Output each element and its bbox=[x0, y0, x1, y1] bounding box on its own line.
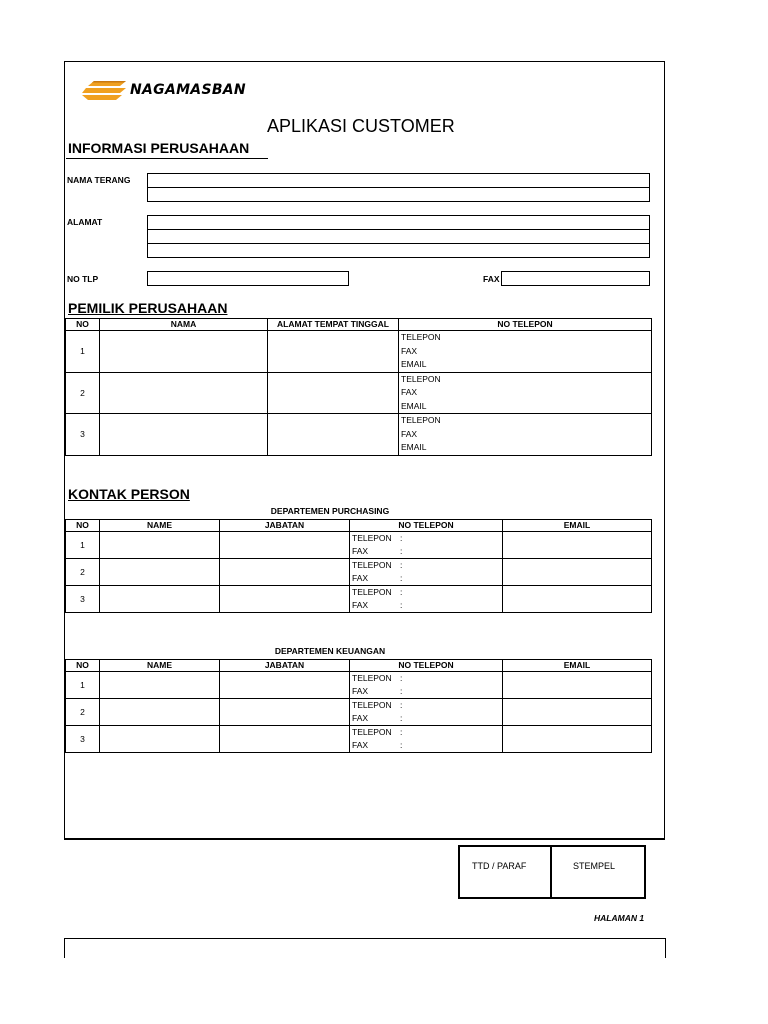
telepon-label: TELEPON bbox=[352, 560, 392, 570]
row-number: 3 bbox=[66, 586, 100, 613]
contact-email-cell[interactable] bbox=[503, 726, 652, 753]
dept-purchasing-title: DEPARTEMEN PURCHASING bbox=[270, 506, 390, 516]
colon: : bbox=[400, 673, 403, 683]
email-label: EMAIL bbox=[401, 359, 427, 369]
fax-line bbox=[350, 739, 502, 752]
telepon-label: TELEPON bbox=[352, 673, 392, 683]
col-jabatan: JABATAN bbox=[220, 660, 350, 672]
col-no-telepon: NO TELEPON bbox=[399, 319, 652, 331]
owner-contact-cell[interactable] bbox=[399, 372, 652, 414]
company-name-field-1[interactable] bbox=[147, 173, 650, 188]
brand-name: NAGAMASBAN bbox=[130, 82, 246, 98]
contacts-header-row bbox=[66, 520, 652, 532]
owners-heading: PEMILIK PERUSAHAAN bbox=[68, 300, 228, 316]
contacts-heading: KONTAK PERSON bbox=[68, 486, 190, 502]
fax-field[interactable] bbox=[501, 271, 650, 286]
fax-line bbox=[350, 685, 502, 698]
next-page bbox=[64, 938, 666, 958]
contact-phone-cell[interactable] bbox=[350, 699, 503, 726]
colon: : bbox=[400, 546, 403, 556]
telepon-line bbox=[350, 559, 502, 572]
owner-contact-cell[interactable] bbox=[399, 414, 652, 456]
company-name-field-2[interactable] bbox=[147, 187, 650, 202]
col-email: EMAIL bbox=[503, 520, 652, 532]
contact-name-cell[interactable] bbox=[100, 726, 220, 753]
col-no-telepon: NO TELEPON bbox=[350, 520, 503, 532]
dept-keuangan-title: DEPARTEMEN KEUANGAN bbox=[274, 646, 386, 656]
contact-phone-cell[interactable] bbox=[350, 672, 503, 699]
heading-underline bbox=[66, 158, 268, 159]
fax-line-label: FAX bbox=[401, 345, 418, 356]
colon: : bbox=[400, 713, 403, 723]
purchasing-contacts-table bbox=[65, 519, 652, 613]
telepon-line bbox=[350, 586, 502, 599]
telepon-label: TELEPON bbox=[401, 373, 441, 384]
contact-name-cell[interactable] bbox=[100, 586, 220, 613]
table-row bbox=[66, 699, 652, 726]
row-number: 2 bbox=[66, 699, 100, 726]
colon: : bbox=[400, 700, 403, 710]
contact-phone-cell[interactable] bbox=[350, 532, 503, 559]
col-no: NO bbox=[66, 520, 100, 532]
row-number: 3 bbox=[66, 414, 100, 456]
table-row bbox=[66, 586, 652, 613]
table-row bbox=[66, 372, 652, 414]
telepon-label: TELEPON bbox=[352, 700, 392, 710]
fax-line-label: FAX bbox=[352, 600, 369, 610]
colon: : bbox=[400, 686, 403, 696]
telepon-line bbox=[350, 699, 502, 712]
fax-line-label: FAX bbox=[352, 546, 369, 556]
phone-field[interactable] bbox=[147, 271, 349, 286]
colon: : bbox=[400, 740, 403, 750]
owner-name-cell[interactable] bbox=[100, 331, 268, 373]
row-number: 3 bbox=[66, 726, 100, 753]
col-name: NAME bbox=[100, 520, 220, 532]
contact-position-cell[interactable] bbox=[220, 532, 350, 559]
company-info-heading: INFORMASI PERUSAHAAN bbox=[68, 140, 250, 156]
telepon-line bbox=[350, 672, 502, 685]
telepon-line bbox=[350, 532, 502, 545]
col-alamat: ALAMAT TEMPAT TINGGAL bbox=[268, 319, 399, 331]
fax-line bbox=[350, 599, 502, 612]
col-email: EMAIL bbox=[503, 660, 652, 672]
col-no: NO bbox=[66, 319, 100, 331]
address-field-3[interactable] bbox=[147, 243, 650, 258]
table-row bbox=[66, 414, 652, 456]
table-row bbox=[66, 672, 652, 699]
fax-line-label: FAX bbox=[352, 686, 369, 696]
table-row bbox=[66, 726, 652, 753]
keuangan-contacts-table bbox=[65, 659, 652, 753]
contact-phone-cell[interactable] bbox=[350, 586, 503, 613]
row-number: 1 bbox=[66, 532, 100, 559]
contact-email-cell[interactable] bbox=[503, 699, 652, 726]
row-number: 1 bbox=[66, 331, 100, 373]
fax-line-label: FAX bbox=[401, 428, 418, 439]
col-no: NO bbox=[66, 660, 100, 672]
signature-stamp-box bbox=[458, 845, 646, 899]
address-field-2[interactable] bbox=[147, 229, 650, 244]
contacts-header-row bbox=[66, 660, 652, 672]
owner-name-cell[interactable] bbox=[100, 414, 268, 456]
contact-position-cell[interactable] bbox=[220, 699, 350, 726]
fax-line-label: FAX bbox=[352, 573, 369, 583]
contact-position-cell[interactable] bbox=[220, 726, 350, 753]
table-row bbox=[66, 532, 652, 559]
telepon-label: TELEPON bbox=[401, 332, 441, 342]
email-label: EMAIL bbox=[401, 442, 427, 452]
colon: : bbox=[400, 587, 403, 597]
col-nama: NAMA bbox=[100, 319, 268, 331]
signature-label: TTD / PARAF bbox=[472, 861, 527, 871]
telepon-label: TELEPON bbox=[401, 415, 441, 425]
fax-line-label: FAX bbox=[352, 740, 369, 750]
contact-email-cell[interactable] bbox=[503, 586, 652, 613]
signature-divider bbox=[550, 845, 552, 899]
fax-label: FAX bbox=[483, 274, 500, 284]
owner-address-cell[interactable] bbox=[268, 331, 399, 373]
company-name-label: NAMA TERANG bbox=[67, 175, 131, 185]
stamp-label: STEMPEL bbox=[573, 861, 616, 871]
colon: : bbox=[400, 560, 403, 570]
phone-label: NO TLP bbox=[67, 274, 99, 284]
fax-line bbox=[350, 712, 502, 725]
owners-table bbox=[65, 318, 652, 456]
address-field-1[interactable] bbox=[147, 215, 650, 230]
telepon-label: TELEPON bbox=[352, 587, 392, 597]
colon: : bbox=[400, 533, 403, 543]
table-row bbox=[66, 331, 652, 373]
owner-name-cell[interactable] bbox=[100, 372, 268, 414]
row-number: 2 bbox=[66, 559, 100, 586]
col-name: NAME bbox=[100, 660, 220, 672]
owner-contact-cell[interactable] bbox=[399, 331, 652, 373]
page-number: HALAMAN 1 bbox=[594, 913, 645, 923]
contact-name-cell[interactable] bbox=[100, 559, 220, 586]
contact-phone-cell[interactable] bbox=[350, 559, 503, 586]
colon: : bbox=[400, 600, 403, 610]
row-number: 1 bbox=[66, 672, 100, 699]
owners-header-row bbox=[66, 319, 652, 331]
contact-position-cell[interactable] bbox=[220, 559, 350, 586]
row-number: 2 bbox=[66, 372, 100, 414]
contact-name-cell[interactable] bbox=[100, 699, 220, 726]
contact-position-cell[interactable] bbox=[220, 672, 350, 699]
nagamasban-logo-icon bbox=[84, 950, 118, 956]
fax-line bbox=[350, 572, 502, 585]
owner-address-cell[interactable] bbox=[268, 372, 399, 414]
address-label: ALAMAT bbox=[67, 217, 103, 227]
fax-line-label: FAX bbox=[401, 387, 418, 397]
col-jabatan: JABATAN bbox=[220, 520, 350, 532]
nagamasban-logo-icon bbox=[80, 78, 128, 104]
fax-line bbox=[350, 545, 502, 558]
telepon-label: TELEPON bbox=[352, 533, 392, 543]
telepon-label: TELEPON bbox=[352, 727, 392, 737]
contact-email-cell[interactable] bbox=[503, 559, 652, 586]
contact-email-cell[interactable] bbox=[503, 532, 652, 559]
col-no-telepon: NO TELEPON bbox=[350, 660, 503, 672]
colon: : bbox=[400, 573, 403, 583]
contact-position-cell[interactable] bbox=[220, 586, 350, 613]
table-row bbox=[66, 559, 652, 586]
contact-phone-cell[interactable] bbox=[350, 726, 503, 753]
contact-email-cell[interactable] bbox=[503, 672, 652, 699]
contact-name-cell[interactable] bbox=[100, 672, 220, 699]
fax-line-label: FAX bbox=[352, 713, 369, 723]
owner-address-cell[interactable] bbox=[268, 414, 399, 456]
form-title: APLIKASI CUSTOMER bbox=[267, 116, 455, 136]
contact-name-cell[interactable] bbox=[100, 532, 220, 559]
telepon-line bbox=[350, 726, 502, 739]
colon: : bbox=[400, 727, 403, 737]
email-label: EMAIL bbox=[401, 400, 427, 411]
